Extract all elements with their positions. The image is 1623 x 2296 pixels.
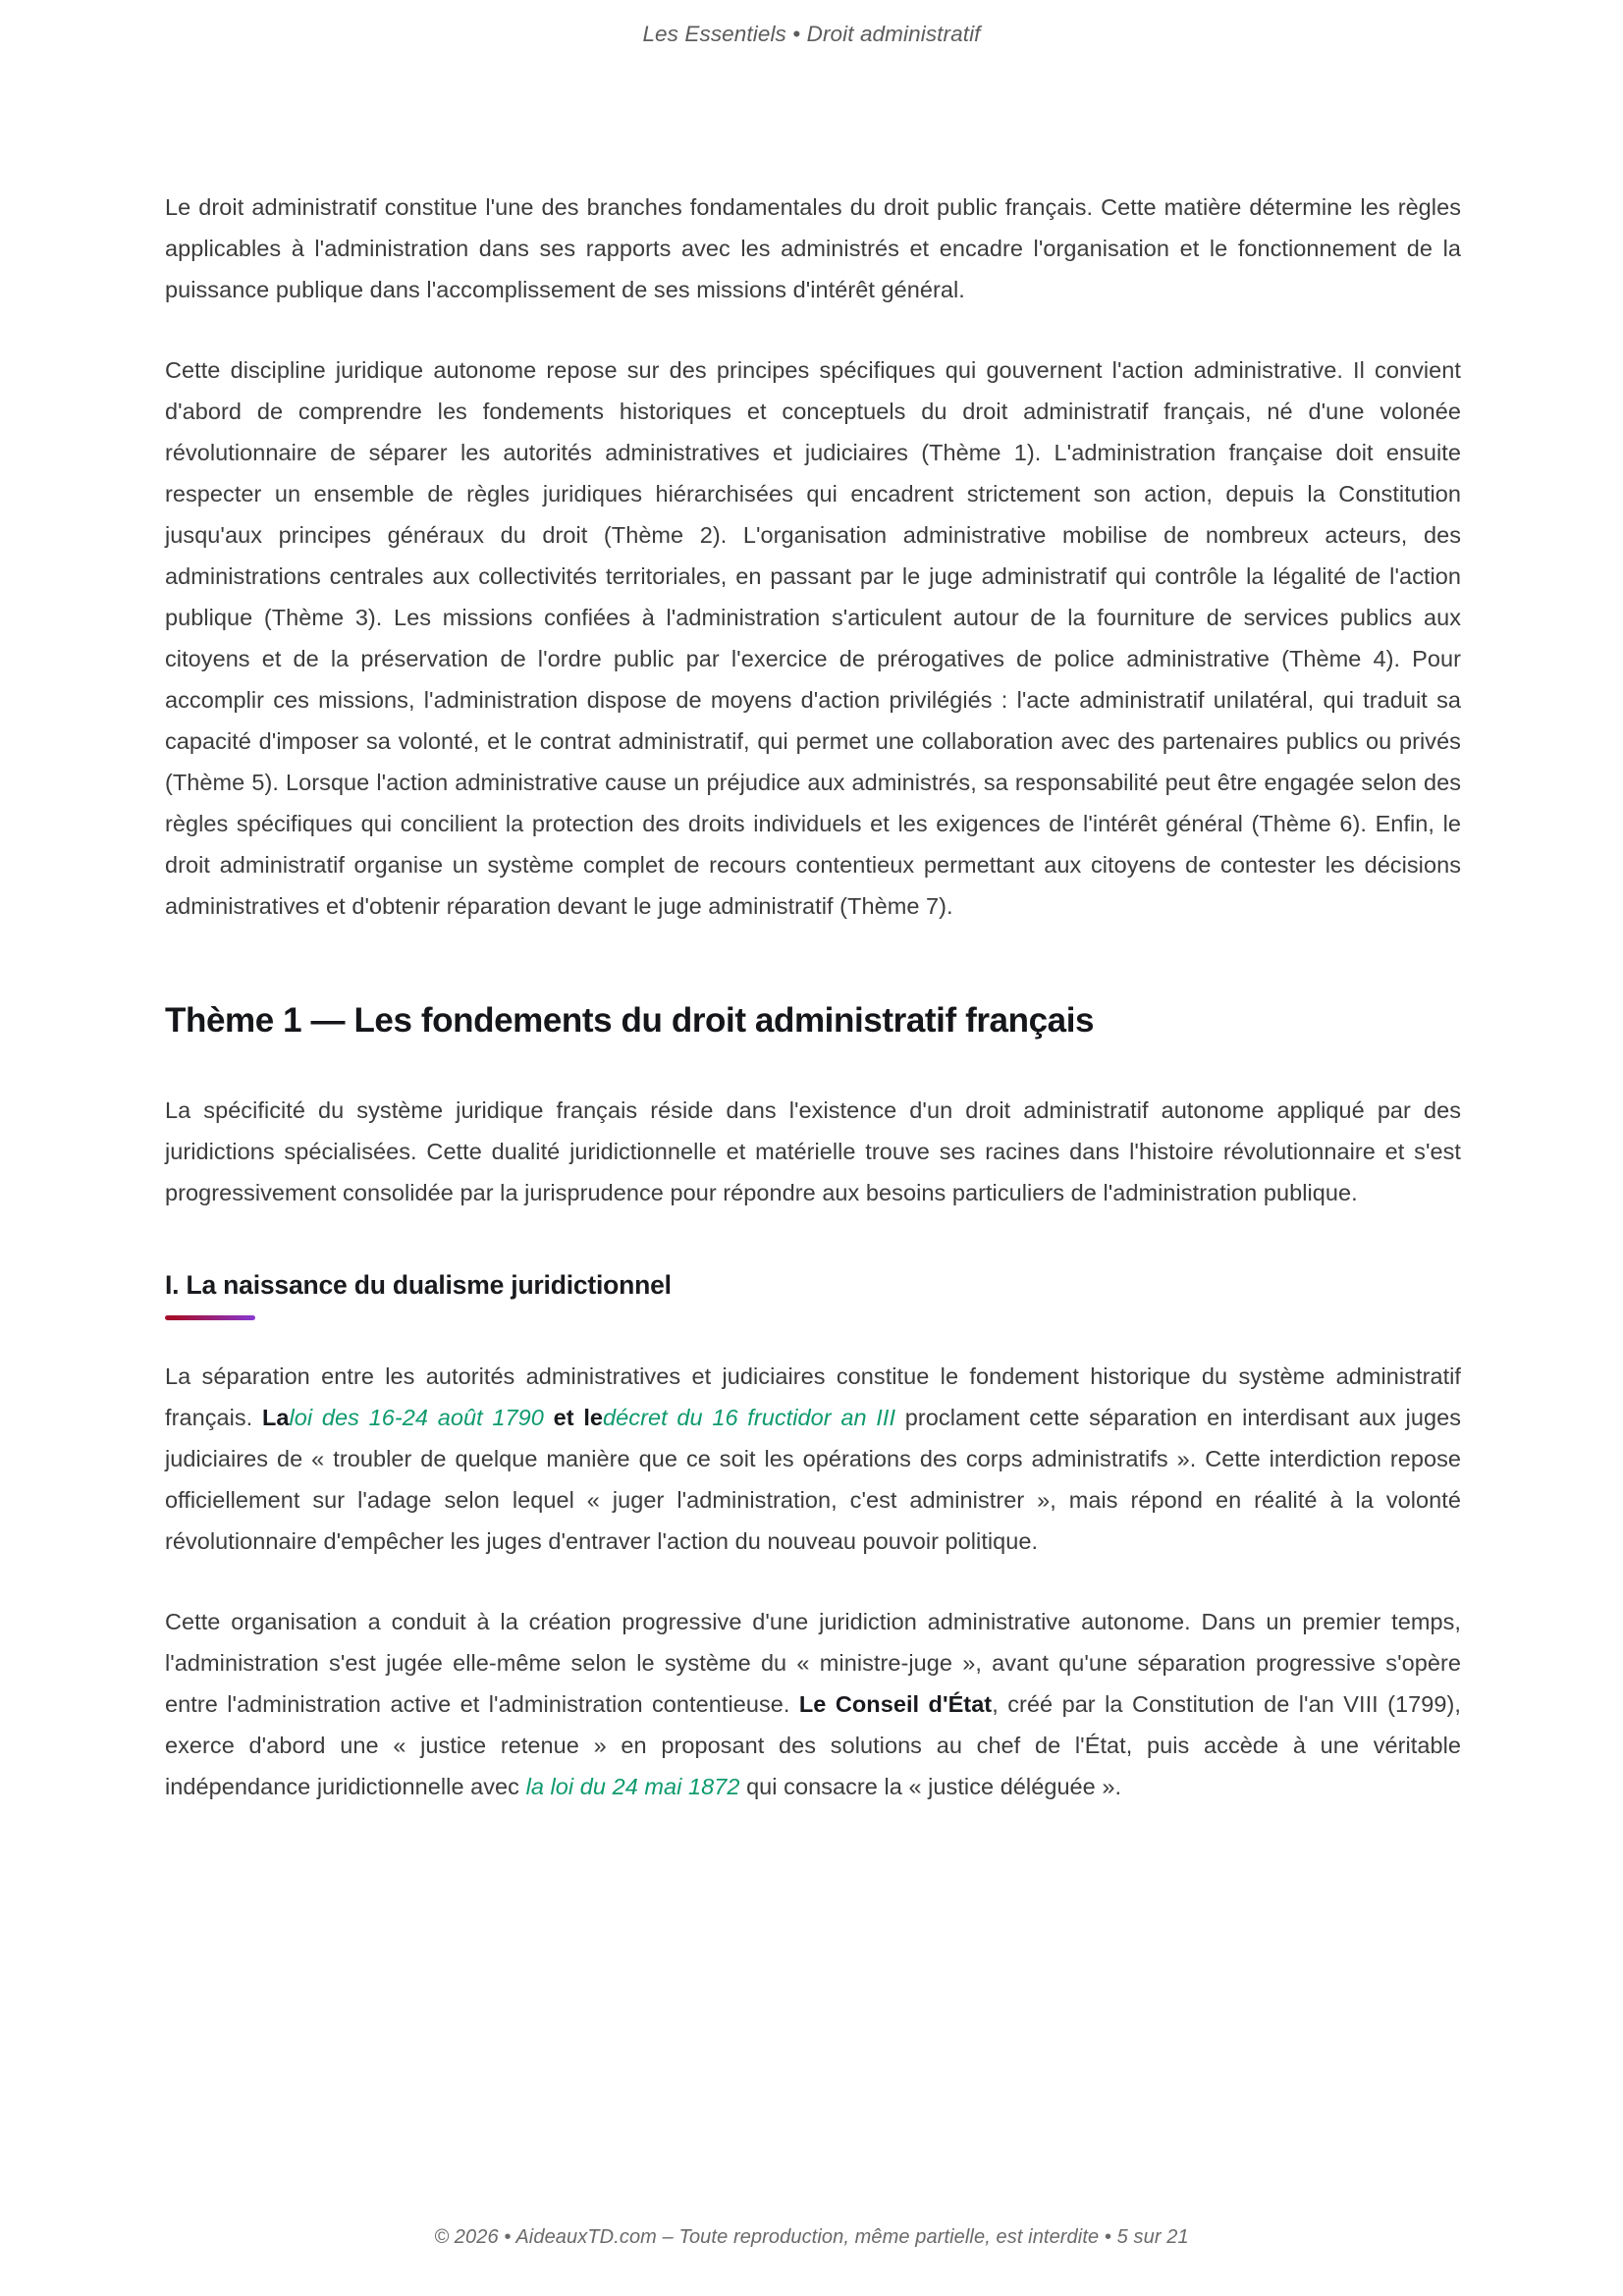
intro-paragraph-1: Le droit administratif constitue l'une des branches fondamentales du droit public français. Cette matière détermine les règles applicables à l'administration dans ses rapports avec les administrés et encadre l'organisation et le fonctionnement de la puissance publique dans l'accomplissement de ses missions d'intérêt général. (165, 194, 1461, 302)
document-content (165, 187, 1461, 1807)
legal-reference-loi-1790: loi des 16-24 août 1790 (289, 1405, 544, 1430)
section-heading-block (165, 1268, 1461, 1320)
page-footer: © 2026 • AideauxTD.com – Toute reproduction, même partielle, est interdite • 5 sur 21 (434, 2226, 1189, 2248)
theme-heading: Thème 1 — Les fondements du droit administratif français (165, 1001, 1095, 1040)
intro-paragraph-2: Cette discipline juridique autonome repose sur des principes spécifiques qui gouvernent l'action administrative. Il convient d'abord de comprendre les fondements historiques et conceptuels du droit administratif français, né d'une volonée révolutionnaire de séparer les autorités administratives et judiciaires (Thème 1). L'administration française doit ensuite respecter un ensemble de règles juridiques hiérarchisées qui encadrent strictement son action, depuis la Constitution jusqu'aux principes généraux du droit (Thème 2). L'organisation administrative mobilise de nombreux acteurs, des administrations centrales aux collectivités territoriales, en passant par le juge administratif qui contrôle la légalité de l'action publique (Thème 3). Les missions confiées à l'administration s'articulent autour de la fourniture de services publics aux citoyens et de la préservation de l'ordre public par l'exercice de prérogatives de police administrative (Thème 4). Pour accomplir ces missions, l'administration dispose de moyens d'action privilégiés : l'acte administratif unilatéral, qui traduit sa capacité d'imposer sa volonté, et le contrat administratif, qui permet une collaboration avec des partenaires publics ou privés (Thème 5). Lorsque l'action administrative cause un préjudice aux administrés, sa responsabilité peut être engagée selon des règles spécifiques qui concilient la protection des droits individuels et les exigences de l'intérêt général (Thème 6). Enfin, le droit administratif organise un système complet de recours contentieux permettant aux citoyens de contester les décisions administratives et d'obtenir réparation devant le juge administratif (Thème 7). (165, 357, 1461, 919)
theme-intro-paragraph: La spécificité du système juridique français réside dans l'existence d'un droit administratif autonome appliqué par des juridictions spécialisées. Cette dualité juridictionnelle et matérielle trouve ses racines dans l'histoire révolutionnaire et s'est progressivement consolidée par la jurisprudence pour répondre aux besoins particuliers de l'administration publique. (165, 1097, 1461, 1205)
section-p1-part-1: La séparation entre les autorités administratives et judiciaires constitue le fondement historique du système administratif français. (165, 1363, 1461, 1430)
section-paragraph-1 (165, 1356, 1461, 1562)
running-header: Les Essentiels • Droit administratif (642, 22, 981, 46)
legal-reference-loi-1872: la loi du 24 mai 1872 (525, 1774, 740, 1799)
entity-conseil-detat: Le Conseil d'État (798, 1691, 993, 1717)
section-p2-part-2: , créé par la Constitution de l'an VIII (1799), exerce d'abord une « justice retenue » en proposant des solutions au chef de l'État, puis accède à une véritable indépendance juridictionnelle avec (165, 1691, 1461, 1799)
section-paragraph-2 (165, 1601, 1461, 1807)
section-p2-part-3: qui consacre la « justice déléguée ». (739, 1774, 1122, 1799)
section-heading: I. La naissance du dualisme juridictionnel (165, 1270, 672, 1300)
legal-reference-decret-fructidor: décret du 16 fructidor an III (603, 1405, 896, 1430)
section-p1-bold-2: et le (543, 1405, 604, 1430)
section-p1-bold-1: La (262, 1405, 290, 1430)
section-p2-part-1: Cette organisation a conduit à la création progressive d'une juridiction administrative autonome. Dans un premier temps, l'administration s'est jugée elle-même selon le système du « ministre-juge », avant qu'une séparation progressive s'opère entre l'administration active et l'administration contentieuse. (165, 1609, 1461, 1717)
section-p1-part-2: proclament cette séparation en interdisant aux juges judiciaires de « troubler de quelque manière que ce soit les opérations des corps administratifs ». Cette interdiction repose officiellement sur l'adage selon lequel « juger l'administration, c'est administrer », mais répond en réalité à la volonté révolutionnaire d'empêcher les juges d'entraver l'action du nouveau pouvoir politique. (165, 1405, 1461, 1554)
section-accent-rule (165, 1315, 255, 1320)
